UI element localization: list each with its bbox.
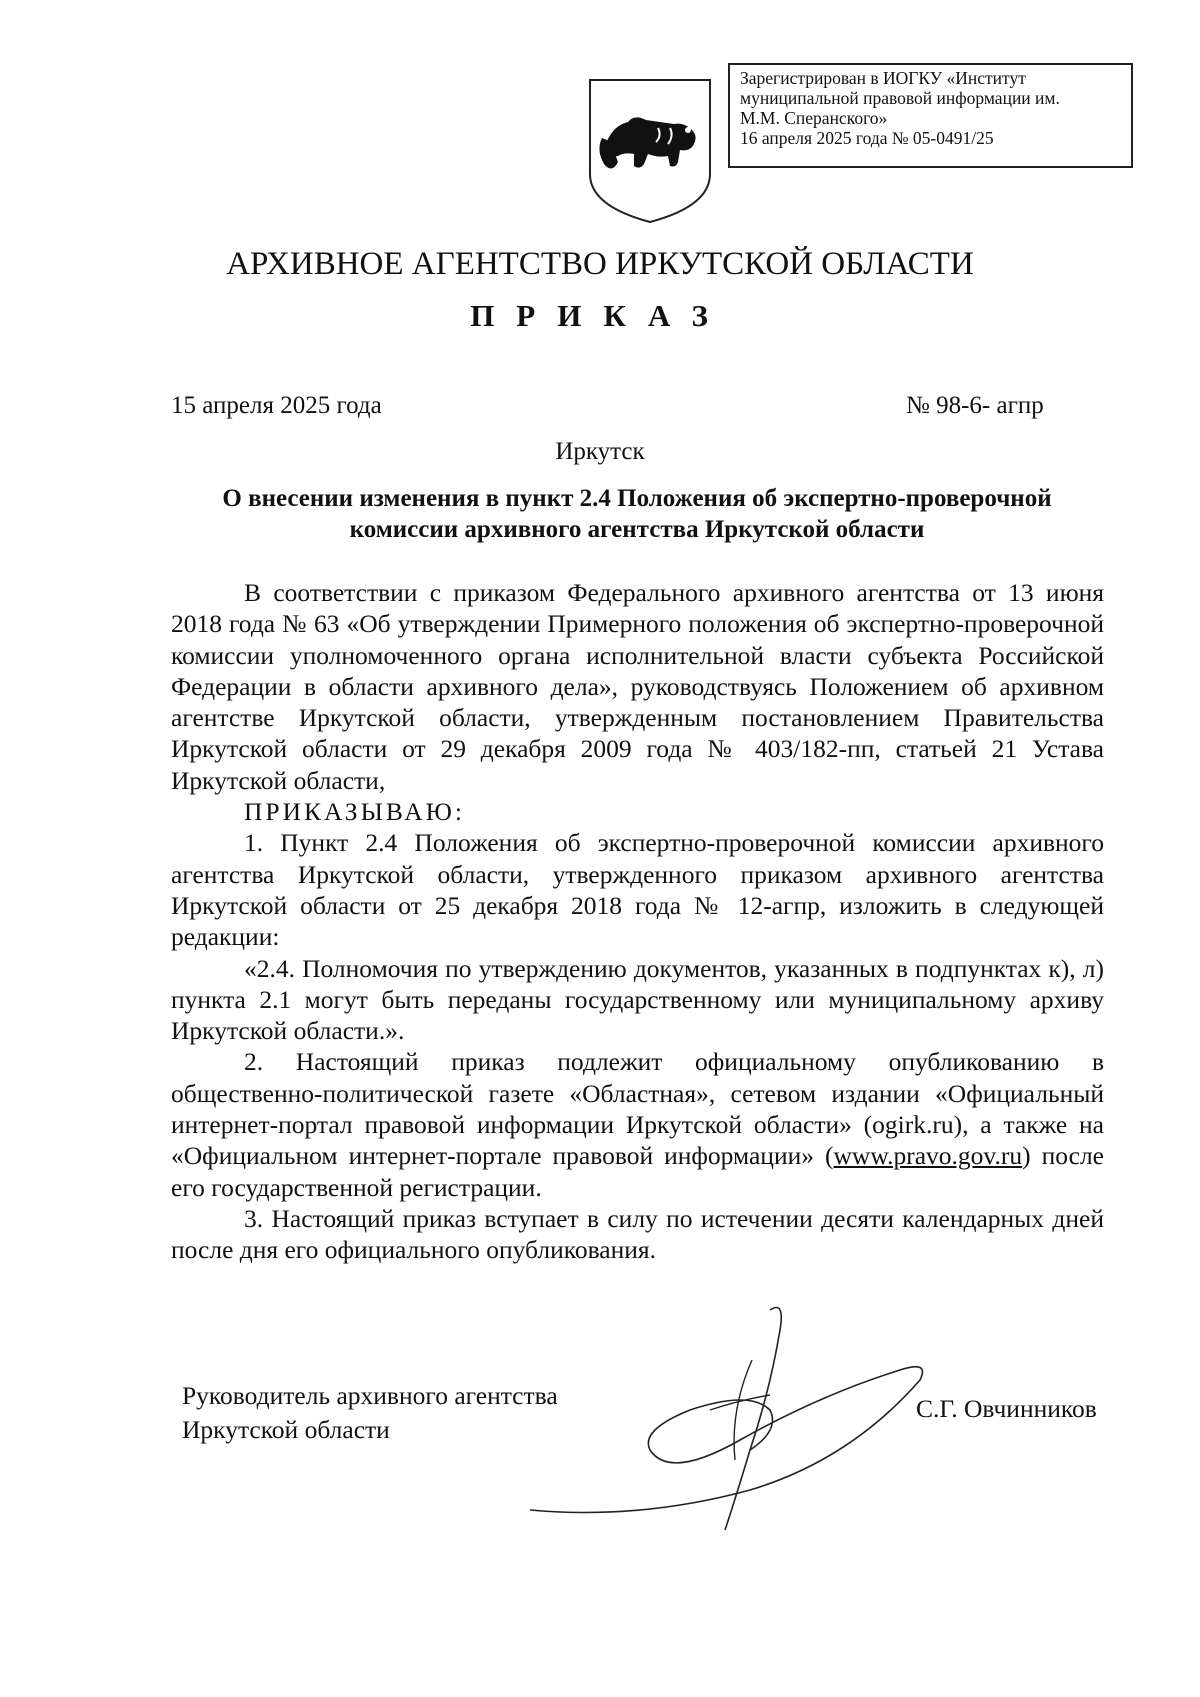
document-type-heading: ПРИКАЗ [470,298,730,333]
document-date: 15 апреля 2025 года [171,392,382,419]
registration-stamp [728,63,1133,168]
document-number: № 98-6- агпр [906,392,1044,419]
signatory-position [182,1379,558,1447]
preamble-paragraph: В соответствии с приказом Федерального архивного агентства от 13 июня 2018 года № 63 «Об утверждении Примерного положения об экспертно-проверочной комиссии уполномоченного органа исполнительной власти субъекта Российской Федерации в области архивного дела», руководствуясь Положением об архивном агентстве Иркутской области, утвержденным постановлением Правительства Иркутской области от 29 декабря 2009 года № 403/182-пп, статьей 21 Устава Иркутской области, [171,578,1104,795]
coat-of-arms-emblem [588,78,712,224]
stamp-line: муниципальной правовой информации им. [740,88,1060,108]
position-line: Руководитель архивного агентства [182,1381,558,1410]
agency-heading: АРХИВНОЕ АГЕНТСТВО ИРКУТСКОЙ ОБЛАСТИ [226,246,974,282]
stamp-line: 16 апреля 2025 года № 05-0491/25 [740,128,994,148]
item-1-quote-paragraph: «2.4. Полномочия по утверждению документов, указанных в подпунктах к), л) пункта 2.1 могут быть переданы государственному или муниципальному архиву Иркутской области.». [171,953,1104,1046]
stamp-line: Зарегистрирован в ИОГКУ «Институт [740,68,1026,88]
position-line: Иркутской области [182,1415,390,1444]
handwritten-signature [520,1300,950,1540]
item-2-paragraph [171,1046,1104,1202]
item-3-paragraph: 3. Настоящий приказ вступает в силу по истечении десяти календарных дней после дня его официального опубликования. [171,1203,1104,1265]
order-word: ПРИКАЗЫВАЮ: [244,797,465,827]
item-2-text: 2. Настоящий приказ подлежит официальному опубликованию в общественно-политической газете «Областная», сетевом издании «Официальный интернет-портал правовой информации Иркутской области» (ogirk.ru), а также на «Официальном интернет-портале правовой информации» ( [171,1047,1104,1171]
document-city: Иркутск [555,438,645,465]
item-2-text-end: ) после его государственной регистрации. [171,1141,1105,1202]
signatory-name: С.Г. Овчинников [916,1394,1097,1423]
document-title: О внесении изменения в пункт 2.4 Положения об экспертно-проверочной комиссии архивного агентства Иркутской области [222,485,1052,543]
document-body [171,577,1104,1266]
pravo-link[interactable]: www.pravo.gov.ru [833,1141,1023,1171]
item-1-paragraph: 1. Пункт 2.4 Положения об экспертно-проверочной комиссии архивного агентства Иркутской области, утвержденного приказом архивного агентства Иркутской области от 25 декабря 2018 года № 12-агпр, изложить в следующей редакции: [171,828,1104,952]
stamp-line: М.М. Сперанского» [740,108,888,128]
